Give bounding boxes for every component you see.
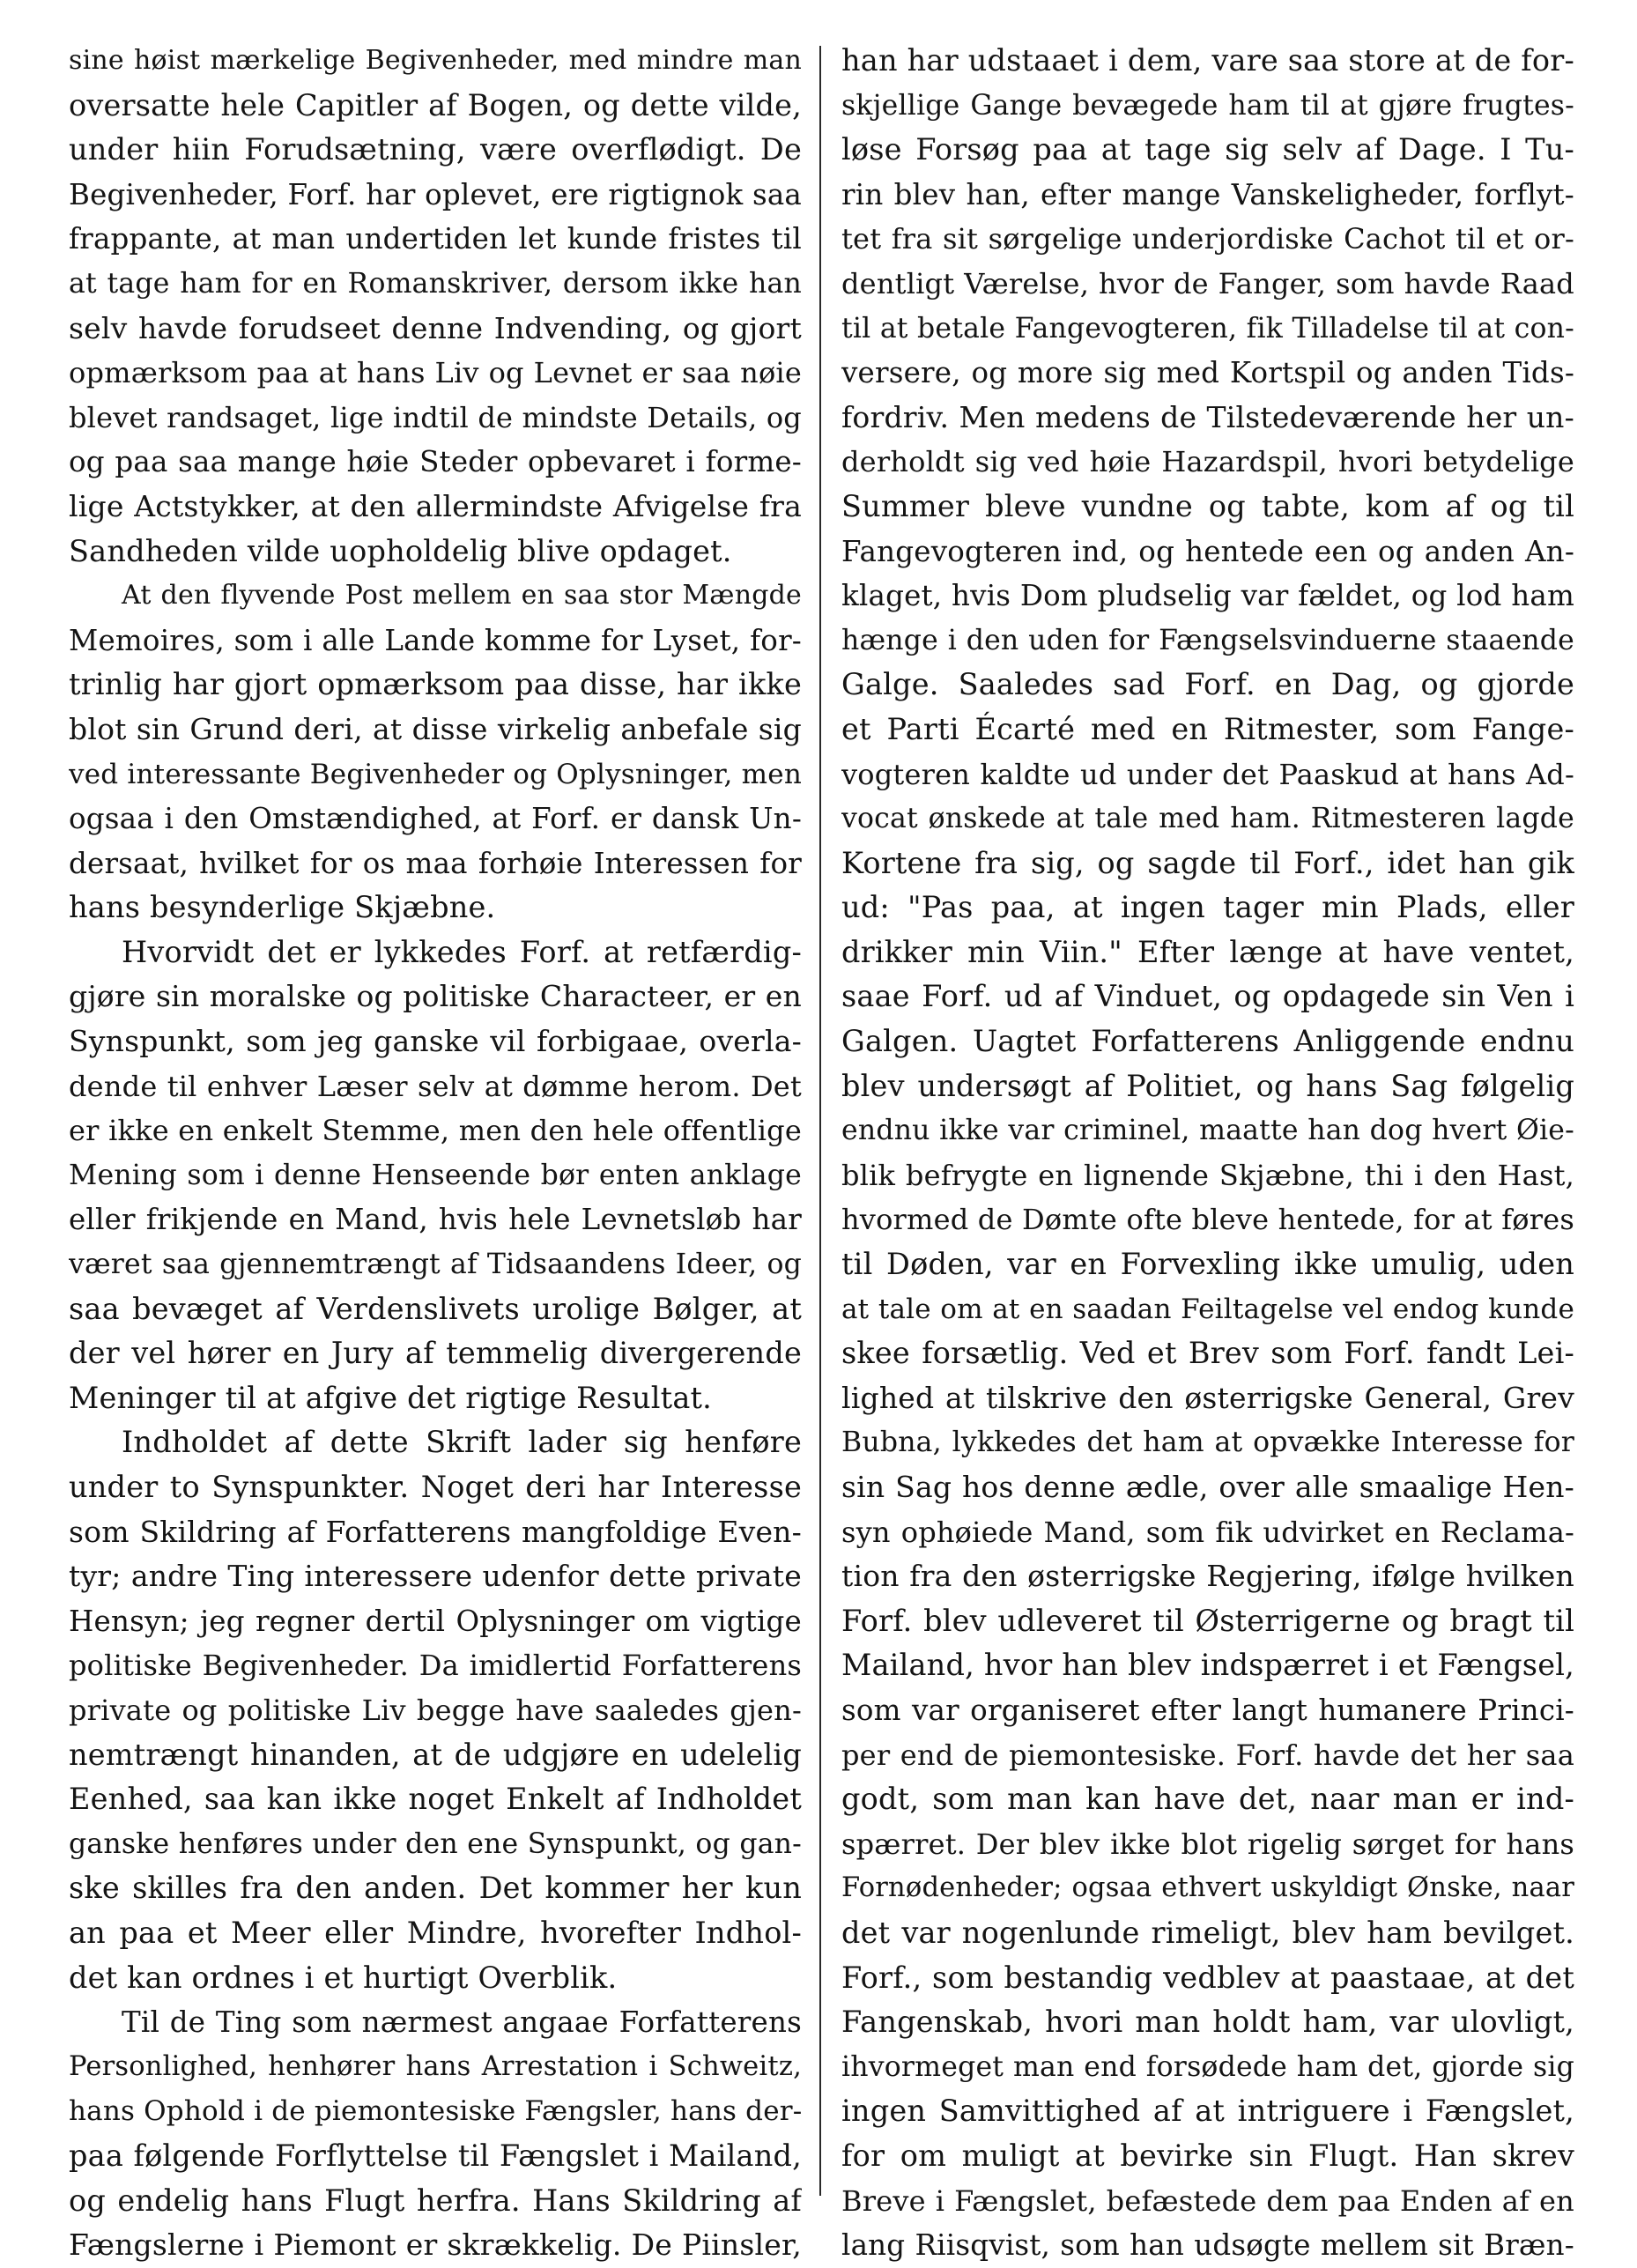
text-line: derholdt sig ved høie Hazardspil, hvori betydelige xyxy=(841,445,1574,479)
text-line: Fornødenheder; ogsaa ethvert uskyldigt Ønske, naar xyxy=(841,1872,1574,1904)
text-line: Eenhed, saa kan ikke noget Enkelt af Indholdet xyxy=(69,1782,802,1817)
text-line: godt, som man kan have det, naar man er ind- xyxy=(841,1782,1574,1817)
text-line: klaget, hvis Dom pludselig var fældet, og lod ham xyxy=(841,579,1574,613)
text-line: fordriv. Men medens de Tilstedeværende her un- xyxy=(841,399,1574,434)
text-line: lige Actstykker, at den allermindste Afvigelse fra xyxy=(69,488,802,523)
text-line: Memoires, som i alle Lande komme for Lyset, for- xyxy=(69,623,802,657)
text-line: vogteren kaldte ud under det Paaskud at hans Ad- xyxy=(841,757,1574,791)
text-line: dende til enhver Læser selv at dømme herom. Det xyxy=(69,1069,802,1103)
text-line: blik befrygte en lignende Skjæbne, thi i den Hast, xyxy=(841,1158,1574,1192)
text-line: han har udstaaet i dem, vare saa store at de for- xyxy=(841,43,1574,78)
text-line: Fangenskab, hvori man holdt ham, var ulovligt, xyxy=(841,2005,1574,2040)
text-line: hvormed de Dømte ofte bleve hentede, for at føres xyxy=(841,1203,1574,1237)
text-line: ingen Samvittighed af at intriguere i Fængslet, xyxy=(841,2094,1574,2129)
text-line: Meninger til at afgive det rigtige Resultat. xyxy=(69,1380,712,1415)
text-line: eller frikjende en Mand, hvis hele Levnetsløb har xyxy=(69,1203,802,1237)
text-line: som var organiseret efter langt humanere Princi- xyxy=(841,1693,1574,1727)
text-line: ganske henføres under den ene Synspunkt, og gan- xyxy=(69,1827,802,1860)
text-line: Indholdet af dette Skrift lader sig henføre xyxy=(122,1425,802,1460)
text-line: Hvorvidt det er lykkedes Forf. at retfærdig- xyxy=(122,934,802,969)
text-line: paa følgende Forflyttelse til Fængslet i Mailand, xyxy=(69,2138,802,2173)
text-line: Fængslerne i Piemont er skrækkelig. De Piinsler, xyxy=(69,2227,802,2263)
text-line: Sandheden vilde uopholdelig blive opdaget. xyxy=(69,533,732,568)
text-line: endnu ikke var criminel, maatte han dog hvert Øie- xyxy=(841,1115,1574,1147)
text-line: at tage ham for en Romanskriver, dersom ikke han xyxy=(69,267,802,300)
text-line: vocat ønskede at tale med ham. Ritmesteren lagde xyxy=(841,803,1574,835)
text-line: skjellige Gange bevægede ham til at gjøre frugtes- xyxy=(841,89,1574,122)
text-line: under to Synspunkter. Noget deri har Interesse xyxy=(69,1470,802,1504)
text-line: Synspunkt, som jeg ganske vil forbigaae, overla- xyxy=(69,1024,802,1059)
text-line: Mening som i denne Henseende bør enten anklage xyxy=(69,1159,802,1191)
text-line: spærret. Der blev ikke blot rigelig sørget for hans xyxy=(841,1827,1574,1861)
text-line: per end de piemontesiske. Forf. havde det her saa xyxy=(841,1738,1574,1772)
text-line: dentligt Værelse, hvor de Fanger, som havde Raad xyxy=(841,266,1574,300)
text-line: gjøre sin moralske og politiske Characteer, er en xyxy=(69,979,802,1014)
text-line: til at betale Fangevogteren, fik Tilladelse til at con- xyxy=(841,312,1574,345)
text-line: som Skildring af Forfatterens mangfoldige Even- xyxy=(69,1514,802,1549)
text-line: været saa gjennemtrængt af Tidsaandens Ideer, og xyxy=(69,1249,802,1281)
text-line: ogsaa i den Omstændighed, at Forf. er dansk Un- xyxy=(69,802,802,836)
text-line: Begivenheder, Forf. har oplevet, ere rigtignok saa xyxy=(69,177,802,211)
text-line: ihvormeget man end forsødede ham det, gjorde sig xyxy=(841,2050,1574,2083)
text-line: selv havde forudseet denne Indvending, og gjort xyxy=(69,310,802,345)
text-line: rin blev han, efter mange Vanskeligheder, forflyt- xyxy=(841,177,1574,211)
right-column xyxy=(841,39,1574,2268)
text-line: og endelig hans Flugt herfra. Hans Skildring af xyxy=(69,2183,802,2218)
text-line: det var nogenlunde rimeligt, blev ham bevilget. xyxy=(841,1915,1574,1950)
text-line: Kortene fra sig, og sagde til Forf., idet han gik xyxy=(841,845,1574,880)
text-line: hans Ophold i de piemontesiske Fængsler, hans der- xyxy=(69,2095,802,2128)
text-line: drikker min Viin." Efter længe at have ventet, xyxy=(841,934,1574,969)
text-line: frappante, at man undertiden let kunde fristes til xyxy=(69,222,802,256)
text-line: opmærksom paa at hans Liv og Levnet er saa nøie xyxy=(69,356,802,390)
text-line: blevet randsaget, lige indtil de mindste Details, og xyxy=(69,400,802,434)
text-line: saa bevæget af Verdenslivets urolige Bølger, at xyxy=(69,1291,802,1326)
text-line: det kan ordnes i et hurtigt Overblik. xyxy=(69,1960,618,1995)
text-line: Breve i Fængslet, befæstede dem paa Enden af en xyxy=(841,2183,1574,2218)
text-line: Hensyn; jeg regner dertil Oplysninger om vigtige xyxy=(69,1604,802,1638)
text-line: Personlighed, henhører hans Arrestation i Schweitz, xyxy=(69,2050,802,2082)
text-line: an paa et Meer eller Mindre, hvorefter Indhol- xyxy=(69,1915,802,1950)
text-line: løse Forsøg paa at tage sig selv af Dage. I Tu- xyxy=(841,132,1574,167)
text-line: versere, og more sig med Kortspil og anden Tids- xyxy=(841,356,1574,390)
text-line: at tale om at en saadan Feiltagelse vel endog kunde xyxy=(841,1293,1574,1325)
text-line: Til de Ting som nærmest angaae Forfatterens xyxy=(122,2005,802,2040)
text-line: og paa saa mange høie Steder opbevaret i forme- xyxy=(69,445,802,479)
text-line: saae Forf. ud af Vinduet, og opdagede sin Ven i xyxy=(841,979,1574,1014)
text-line: ved interessante Begivenheder og Oplysninger, men xyxy=(69,758,802,790)
text-line: Forf., som bestandig vedblev at paastaae, at det xyxy=(841,1960,1574,1995)
text-line: der vel hører en Jury af temmelig divergerende xyxy=(69,1336,802,1371)
text-line: politiske Begivenheder. Da imidlertid Forfatterens xyxy=(69,1649,802,1683)
text-line: blev undersøgt af Politiet, og hans Sag følgelig xyxy=(841,1068,1574,1103)
text-line: hans besynderlige Skjæbne. xyxy=(69,890,496,925)
text-line: sine høist mærkelige Begivenheder, med mindre man xyxy=(69,45,802,76)
text-line: Forf. blev udleveret til Østerrigerne og bragt til xyxy=(841,1603,1574,1638)
text-line: tyr; andre Ting interessere udenfor dette private xyxy=(69,1559,802,1594)
left-column xyxy=(69,39,802,2268)
text-line: oversatte hele Capitler af Bogen, og dette vilde, xyxy=(69,87,802,122)
text-line: blot sin Grund deri, at disse virkelig anbefale sig xyxy=(69,711,802,746)
text-line: dersaat, hvilket for os maa forhøie Interessen for xyxy=(69,846,802,880)
text-line: nemtrængt hinanden, at de udgjøre en udelelig xyxy=(69,1737,802,1772)
text-line: hænge i den uden for Fængselsvinduerne staaende xyxy=(841,624,1574,656)
text-line: Fangevogteren ind, og hentede een og anden An- xyxy=(841,534,1574,568)
text-line: til Døden, var en Forvexling ikke umulig, uden xyxy=(841,1247,1574,1282)
text-line: lang Riisqvist, som han udsøgte mellem sit Bræn- xyxy=(841,2228,1574,2263)
text-line: Galge. Saaledes sad Forf. en Dag, og gjorde xyxy=(841,667,1574,702)
text-line: lighed at tilskrive den østerrigske General, Grev xyxy=(841,1380,1574,1415)
text-line: tion fra den østerrigske Regjering, ifølge hvilken xyxy=(841,1559,1574,1594)
text-line: sin Sag hos denne ædle, over alle smaalige Hen- xyxy=(841,1470,1574,1504)
text-line: At den flyvende Post mellem en saa stor Mængde xyxy=(122,580,802,611)
text-line: er ikke en enkelt Stemme, men den hele offentlige xyxy=(69,1114,802,1148)
text-line: Summer bleve vundne og tabte, kom af og til xyxy=(841,488,1574,523)
text-line: under hiin Forudsætning, være overflødigt. De xyxy=(69,132,802,167)
text-line: trinlig har gjort opmærksom paa disse, har ikke xyxy=(69,667,802,702)
text-line: Mailand, hvor han blev indspærret i et Fængsel, xyxy=(841,1648,1574,1683)
text-line: syn ophøiede Mand, som fik udvirket en Reclama- xyxy=(841,1515,1574,1549)
text-line: ske skilles fra den anden. Det kommer her kun xyxy=(69,1871,802,1906)
text-line: private og politiske Liv begge have saaledes gjen- xyxy=(69,1693,802,1727)
text-line: Bubna, lykkedes det ham at opvække Interesse for xyxy=(841,1427,1574,1459)
text-line: skee forsætlig. Ved et Brev som Forf. fandt Lei- xyxy=(841,1336,1574,1371)
text-line: ud: "Pas paa, at ingen tager min Plads, eller xyxy=(841,890,1574,925)
text-line: et Parti Écarté med en Ritmester, som Fange- xyxy=(841,711,1574,746)
column-divider xyxy=(819,46,821,2196)
text-line: for om muligt at bevirke sin Flugt. Han skrev xyxy=(841,2138,1574,2173)
text-line: Galgen. Uagtet Forfatterens Anliggende endnu xyxy=(841,1024,1574,1059)
text-line: tet fra sit sørgelige underjordiske Cachot til et or- xyxy=(841,222,1574,256)
